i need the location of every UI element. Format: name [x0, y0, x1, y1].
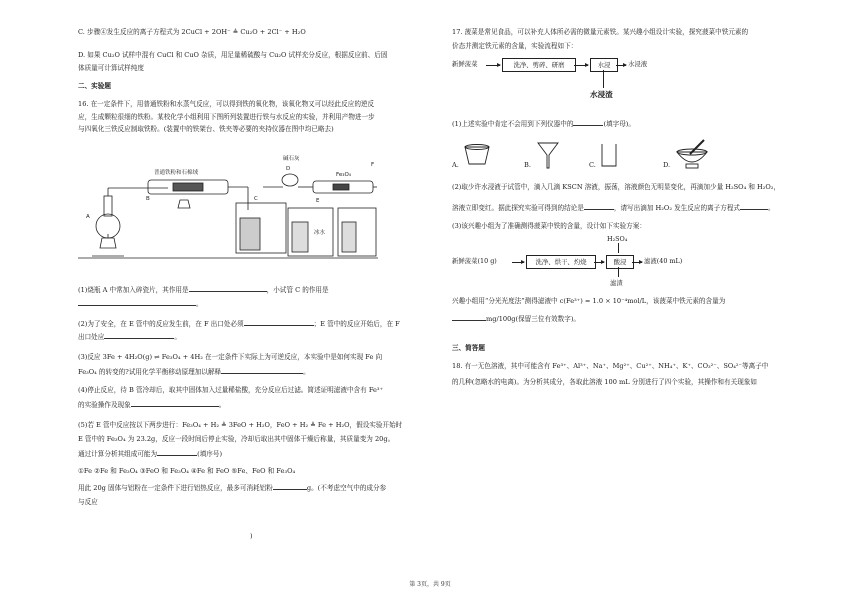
drying-tube-d — [282, 174, 298, 186]
flow2-spinach: 新鲜菠菜(10 g) — [452, 257, 497, 265]
closing-paren: ) — [250, 532, 253, 540]
q16-5-options: ①Fe ②Fe 和 Fe₃O₄ ③FeO 和 Fe₃O₄ ④Fe 和 FeO ⑤Fe、FeO 和 Fe₃O₄ — [78, 467, 296, 475]
flow-arrow — [574, 65, 588, 66]
flow1-soak-box: 水浸 — [590, 58, 618, 72]
q16-3-line1: (3)反应 3Fe + 4H₂O(g) ⇌ Fe₃O₄ + 4H₂ 在一定条件下实际上为可逆反应，本实验中是如何实现 Fe 向 — [78, 353, 383, 361]
answer-blank[interactable] — [740, 202, 768, 210]
q16-5-line3: 通过计算分析其组成可能为 (填序号) — [78, 450, 223, 458]
label-f: F — [371, 162, 375, 168]
q17-line1: 17. 菠菜是常见食品，可以补充人体所必需的微量元素铁。某兴趣小组设计实验，探究菠菜中铁元素的 — [452, 28, 749, 36]
page-footer: 第 3页，共 9页 — [409, 581, 451, 588]
answer-blank[interactable] — [104, 331, 174, 339]
label-e: E — [316, 198, 320, 204]
flow1-extract: 水浸液 — [628, 60, 648, 68]
answer-blank[interactable] — [244, 318, 314, 326]
flow1-spinach: 新鲜菠菜 — [452, 60, 478, 68]
flow1-residue: 水浸渣 — [590, 90, 613, 99]
flow2-acid-soak-box: 酸浸 — [606, 255, 634, 269]
section-experiment: 二、实验题 — [78, 82, 111, 90]
label-c: C — [254, 196, 258, 202]
flow-diagram-1 — [452, 56, 802, 112]
q17-1: (1)上述实验中肯定不会用到下列仪器中的 (填字母)。 — [452, 120, 635, 128]
flow2-residue: 滤渣 — [610, 279, 623, 287]
flow-diagram-2 — [452, 234, 802, 290]
q16-1: (1)烧瓶 A 中常加入碎瓷片，其作用是 ，小试管 C 的作用是 — [78, 286, 329, 294]
q16-4-line1: (4)停止反应，待 B 管冷却后，取其中固体加入过量稀盐酸，充分反应后过滤。简述证明滤液中含有 Fe³⁺ — [78, 386, 384, 394]
q16-line3: 与四氧化三铁反应制取铁粉。(装置中的铁架台、铁夹等必要的夹持仪器在图中均已略去) — [78, 125, 334, 133]
answer-blank[interactable] — [584, 202, 614, 210]
label-a: A — [86, 214, 90, 220]
flow-arrow-down — [603, 70, 604, 88]
q17-3-line1: (3)该兴趣小组为了准确测得菠菜中铁的含量，设计如下实验方案： — [452, 222, 646, 230]
apparatus-diagram — [78, 138, 378, 268]
q18-line1: 18. 有一无色溶液，其中可能含有 Fe³⁺、Al³⁺、Na⁺、Mg²⁺、Cu²⁺、NH₄⁺、K⁺、CO₃²⁻、SO₄²⁻等离子中 — [452, 362, 769, 370]
q17-2-line1: (2)取少许水浸液于试管中，滴入几滴 KSCN 溶液，振荡，溶液颜色无明显变化，再滴加少量 H₂SO₄ 和 H₂O₂， — [452, 183, 781, 191]
label-ice-water: 冰水 — [314, 230, 326, 236]
flow-arrow — [594, 262, 604, 263]
label-soda-lime: 碱石灰 — [283, 156, 300, 162]
instrument-options — [452, 138, 802, 174]
crucible-icon — [462, 142, 492, 166]
q16-2: (2)为了安全，在 E 管中的反应发生前，在 F 出口处必须 ；E 管中的反应开始后，在 F — [78, 320, 400, 328]
answer-blank[interactable] — [273, 482, 307, 490]
answer-blank[interactable] — [131, 399, 219, 407]
flow2-filtrate: 滤液(40 mL) — [644, 257, 683, 265]
option-a-label: A. — [452, 161, 459, 169]
answer-blank[interactable] — [78, 298, 196, 306]
flow2-dry-box: 洗净、烘干、灼烧 — [526, 255, 596, 269]
option-d-label: D. — [663, 161, 671, 169]
q16-2-cont: 出口处应 。 — [78, 333, 181, 341]
flow-arrow — [616, 65, 626, 66]
flow-arrow — [486, 65, 500, 66]
q16-3-line2: Fe₃O₄ 的转变的?试用化学平衡移动原理加以解释 。 — [78, 368, 310, 376]
answer-blank[interactable] — [573, 118, 603, 126]
label-d: D — [286, 166, 291, 172]
q16-line2: 应，生成颗粒很细的铁粉。某校化学小组利用下图所列装置进行铁与水反应的实验，并利用产物进一步 — [78, 113, 375, 121]
q17-line2: 价态并测定铁元素的含量，实验流程如下： — [452, 42, 578, 50]
answer-blank[interactable] — [221, 366, 303, 374]
mortar-pestle-icon — [674, 138, 710, 170]
q17-2-line2: 溶液立即变红。据此探究实验可得到的结论是 ，请写出滴加 H₂O₂ 发生反应的离子方程式 。 — [452, 204, 775, 212]
flow-arrow-down — [618, 267, 619, 277]
q17-3-line3: mg/100g(保留三位有效数字)。 — [452, 313, 802, 324]
option-d-line1: D. 如果 Cu₂O 试样中混有 CuCl 和 CuO 杂质，用足量稀硫酸与 Cu₂O 试样充分反应，根据反应前、后固 — [78, 51, 388, 59]
q18-line2: 的几种(忽略水的电离)。为分析其成分，各取此溶液 100 mL 分别进行了四个实验，其操作和有关现象如 — [452, 378, 757, 386]
flow1-wash-box: 洗净、剪碎、研磨 — [502, 58, 576, 72]
label-iron-powder: 普通铁粉和石棉绒 — [154, 170, 199, 176]
option-d-line2: 体质量可计算试样纯度 — [78, 64, 144, 72]
answer-blank[interactable] — [189, 284, 267, 292]
q16-4-line2: 的实验操作及现象 。 — [78, 401, 226, 409]
q16-5-line4: 用此 20g 固体与铝粉在一定条件下进行铝热反应，最多可消耗铝粉 g。(不考虑空气中的成分参 — [78, 484, 387, 492]
label-b: B — [146, 196, 150, 202]
flow-arrow — [632, 262, 642, 263]
section-short-answer: 三、简答题 — [452, 344, 485, 352]
q16-5-line1: (5)若 E 管中反应按以下两步进行：Fe₃O₄ + H₂ ≜ 3FeO + H₂O，FeO + H₂ ≜ Fe + H₂O，假设实验开始时 — [78, 421, 403, 429]
q16-5-line5: 与反应 — [78, 498, 98, 506]
flow2-acid: H₂SO₄ — [607, 235, 628, 243]
beaker-icon — [599, 142, 619, 168]
option-c-label: C. — [589, 161, 596, 169]
answer-blank[interactable] — [157, 448, 197, 456]
q16-line1: 16. 在一定条件下，用普通铁粉和水蒸气反应，可以得到铁的氧化物，该氧化物又可以经此反应的逆反 — [78, 100, 375, 108]
q16-5-line2: E 管中的 Fe₃O₄ 为 23.2g，反应一段时间后停止实验，冷却后取出其中固体干燥后称量，其质量变为 20g。 — [78, 435, 395, 443]
option-c: C. 步骤④发生反应的离子方程式为 2CuCl + 2OH⁻ ≜ Cu₂O + 2Cl⁻ + H₂O — [78, 28, 306, 36]
funnel-icon — [536, 140, 560, 170]
burner-icon — [100, 238, 116, 248]
flow-arrow-down — [618, 243, 619, 253]
q16-1-cont: 。 — [78, 298, 430, 309]
label-fe3o4: Fe₃O₄ — [336, 172, 351, 178]
flow-arrow — [512, 262, 524, 263]
answer-blank[interactable] — [452, 313, 486, 321]
q17-3-line2: 兴趣小组用“分光光度法”测得滤液中 c(Fe³⁺) = 1.0 × 10⁻⁴mol/L，该菠菜中铁元素的含量为 — [452, 297, 726, 305]
option-b-label: B. — [524, 161, 531, 169]
